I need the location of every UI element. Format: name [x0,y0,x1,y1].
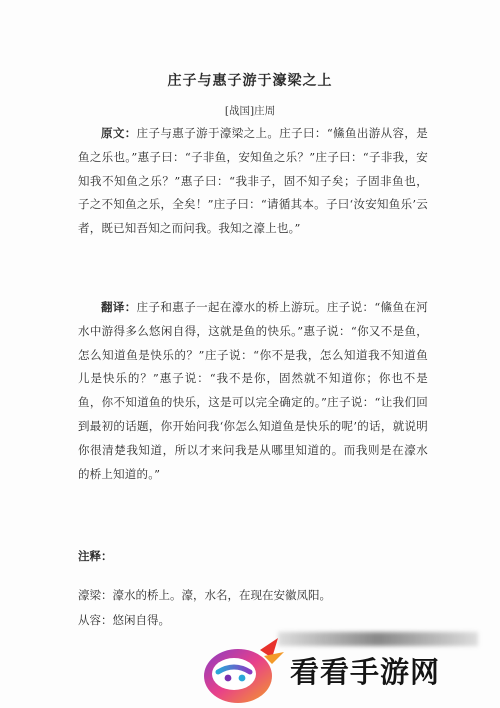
translation-text: 庄子和惠子一起在濠水的桥上游玩。庄子说：“鯈鱼在河水中游得多么悠闲自得，这就是鱼的快乐。”惠子说：“你又不是鱼，怎么知道鱼是快乐的？”庄子说：“你不是我，怎么知道我不知道鱼儿是快乐的？”惠子说：“我不是你，固然就不知道你；你也不是鱼，你不知道鱼的快乐，这是可以完全确定的。”庄子说：“让我们回到最初的话题，你开始问我‘你怎么知道鱼是快乐的呢’的话，就说明你很清楚我知道，所以才来问我是从哪里知道的。而我则是在濠水的桥上知道的。” [78,300,428,481]
document-title: 庄子与惠子游于濠梁之上 [167,73,333,89]
note-item: 濠梁：濠水的桥上。濠，水名，在现在安徽凤阳。 [78,588,331,602]
original-text-paragraph [78,122,428,241]
document-byline: [战国]庄周 [224,105,276,117]
note-item: 从容：悠闲自得。 [78,613,170,627]
site-watermark [198,632,500,708]
watermark-text: 看看手游网 [290,655,441,689]
translation-label: 翻译： [101,300,137,314]
original-text: 庄子与惠子游于濠梁之上。庄子曰：“鯈鱼出游从容，是鱼之乐也。”惠子曰：“子非鱼，安知鱼之乐？”庄子曰：“子非我，安知我不知鱼之乐？”惠子曰：“我非子，固不知子矣；子固非鱼也，子之不知鱼之乐，全矣！”庄子曰：“请循其本。子曰‘汝安知鱼乐’云者，既已知吾知之而问我。我知之濠上也。” [78,126,428,236]
notes-heading: 注释： [78,549,113,563]
watermark-shade [278,632,478,646]
original-label: 原文： [101,126,137,140]
translation-paragraph [78,296,428,486]
game-controller-logo-icon [198,634,288,708]
